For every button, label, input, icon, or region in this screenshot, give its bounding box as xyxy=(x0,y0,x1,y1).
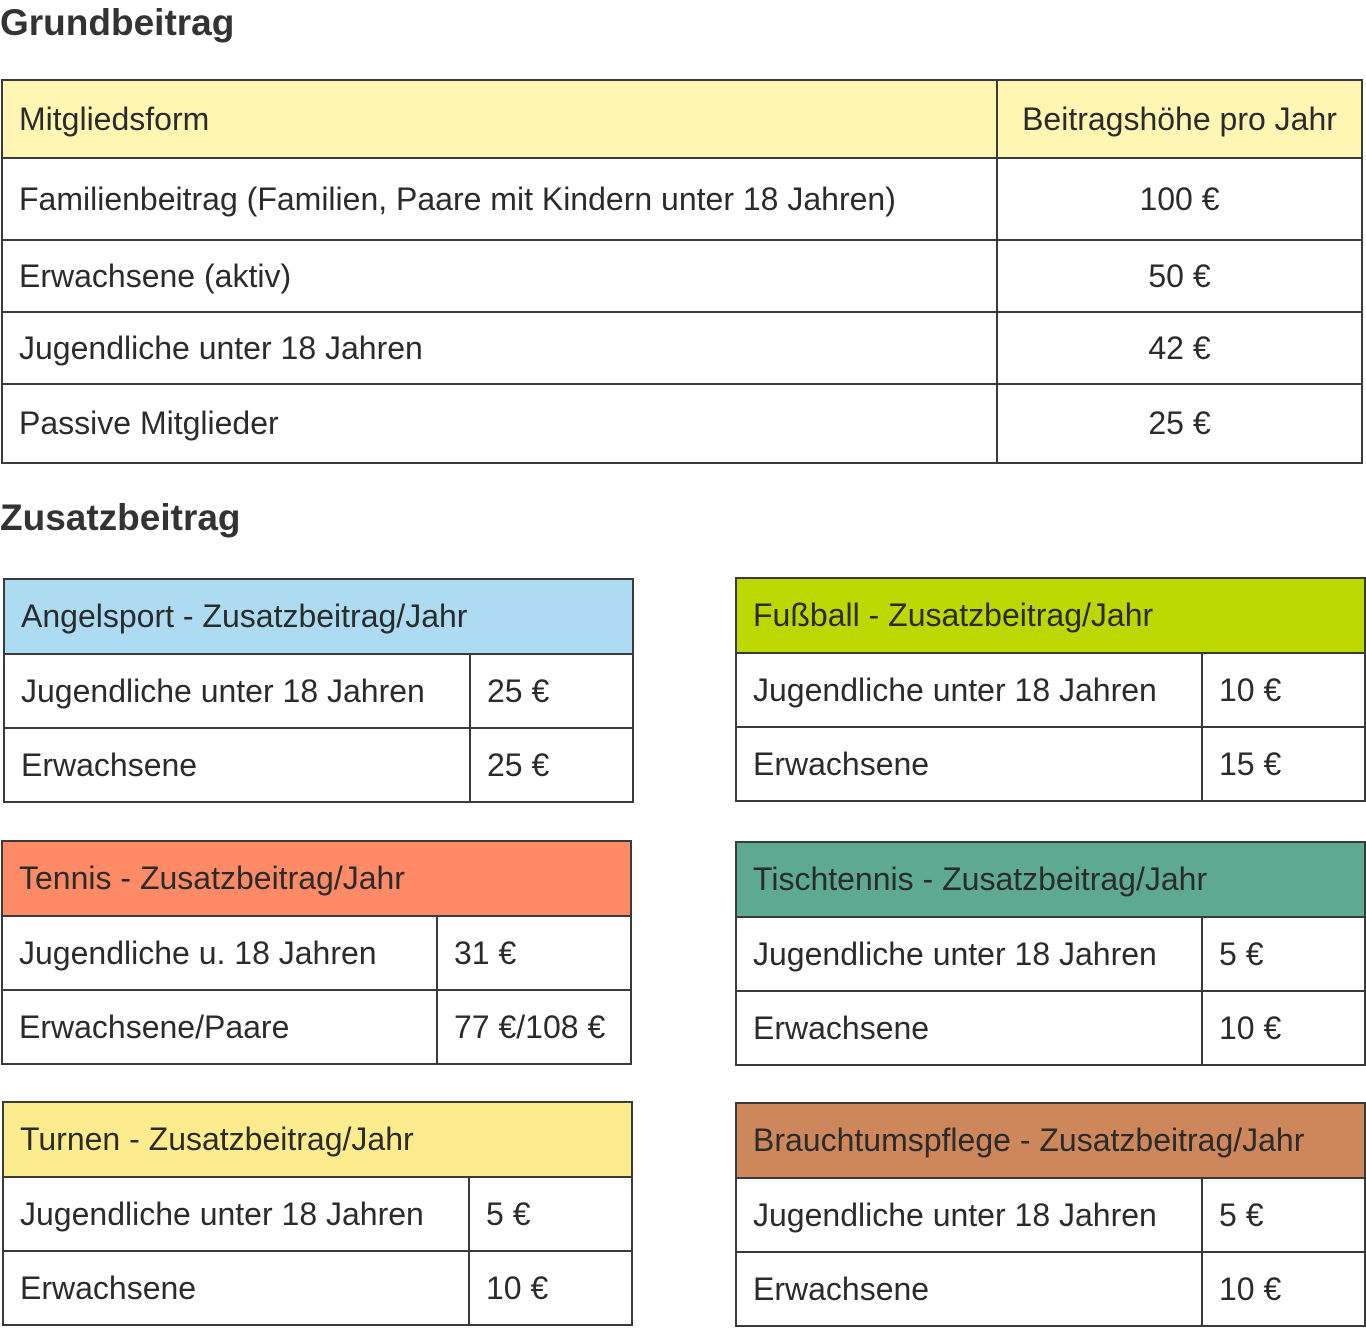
row-label: Jugendliche unter 18 Jahren xyxy=(736,653,1202,727)
row-value: 5 € xyxy=(469,1177,632,1251)
table-row xyxy=(4,728,633,802)
row-label: Erwachsene/Paare xyxy=(2,990,437,1064)
row-value: 10 € xyxy=(1202,1252,1365,1326)
sport-header-tischtennis: Tischtennis - Zusatzbeitrag/Jahr xyxy=(736,842,1365,917)
sport-table-brauchtumspflege xyxy=(735,1102,1366,1327)
sport-header-angelsport: Angelsport - Zusatzbeitrag/Jahr xyxy=(4,579,633,654)
row-label: Familienbeitrag (Familien, Paare mit Kindern unter 18 Jahren) xyxy=(2,158,997,240)
row-label: Erwachsene xyxy=(736,1252,1202,1326)
table-row xyxy=(2,990,631,1064)
sport-table-turnen xyxy=(2,1101,633,1326)
row-value: 10 € xyxy=(469,1251,632,1325)
table-row xyxy=(736,1178,1365,1252)
table-header-row xyxy=(2,80,1362,158)
row-label: Erwachsene (aktiv) xyxy=(2,240,997,312)
row-label: Jugendliche unter 18 Jahren xyxy=(3,1177,469,1251)
row-value: 15 € xyxy=(1202,727,1365,801)
sport-table-fussball xyxy=(735,577,1366,802)
table-row xyxy=(736,991,1365,1065)
table-row xyxy=(3,1251,632,1325)
row-value: 42 € xyxy=(997,312,1362,384)
zusatzbeitrag-title: Zusatzbeitrag xyxy=(0,497,241,538)
row-value: 50 € xyxy=(997,240,1362,312)
row-label: Jugendliche unter 18 Jahren xyxy=(736,1178,1202,1252)
table-row xyxy=(3,1177,632,1251)
sport-header-tennis: Tennis - Zusatzbeitrag/Jahr xyxy=(2,841,631,916)
sport-table-tennis xyxy=(1,840,632,1065)
table-row xyxy=(736,917,1365,991)
row-value: 10 € xyxy=(1202,653,1365,727)
sport-table-angelsport xyxy=(3,578,634,803)
row-label: Erwachsene xyxy=(736,727,1202,801)
row-value: 77 €/108 € xyxy=(437,990,631,1064)
row-value: 25 € xyxy=(470,728,633,802)
sport-header-brauchtumspflege: Brauchtumspflege - Zusatzbeitrag/Jahr xyxy=(736,1103,1365,1178)
row-label: Jugendliche unter 18 Jahren xyxy=(736,917,1202,991)
header-beitragshoehe: Beitragshöhe pro Jahr xyxy=(997,80,1362,158)
grundbeitrag-table xyxy=(1,79,1363,464)
table-row xyxy=(2,312,1362,384)
sport-header-turnen: Turnen - Zusatzbeitrag/Jahr xyxy=(3,1102,632,1177)
row-label: Jugendliche u. 18 Jahren xyxy=(2,916,437,990)
row-value: 31 € xyxy=(437,916,631,990)
table-row xyxy=(736,653,1365,727)
row-label: Erwachsene xyxy=(736,991,1202,1065)
table-row xyxy=(4,654,633,728)
row-value: 25 € xyxy=(470,654,633,728)
row-label: Passive Mitglieder xyxy=(2,384,997,463)
table-row xyxy=(2,384,1362,463)
row-value: 100 € xyxy=(997,158,1362,240)
row-value: 25 € xyxy=(997,384,1362,463)
row-label: Jugendliche unter 18 Jahren xyxy=(4,654,470,728)
row-value: 5 € xyxy=(1202,1178,1365,1252)
sport-header-fussball: Fußball - Zusatzbeitrag/Jahr xyxy=(736,578,1365,653)
table-row xyxy=(736,727,1365,801)
table-row xyxy=(2,240,1362,312)
row-label: Erwachsene xyxy=(4,728,470,802)
row-value: 5 € xyxy=(1202,917,1365,991)
table-row xyxy=(2,158,1362,240)
header-mitgliedsform: Mitgliedsform xyxy=(2,80,997,158)
row-value: 10 € xyxy=(1202,991,1365,1065)
row-label: Erwachsene xyxy=(3,1251,469,1325)
row-label: Jugendliche unter 18 Jahren xyxy=(2,312,997,384)
table-row xyxy=(2,916,631,990)
grundbeitrag-title: Grundbeitrag xyxy=(0,2,235,43)
table-row xyxy=(736,1252,1365,1326)
sport-table-tischtennis xyxy=(735,841,1366,1066)
